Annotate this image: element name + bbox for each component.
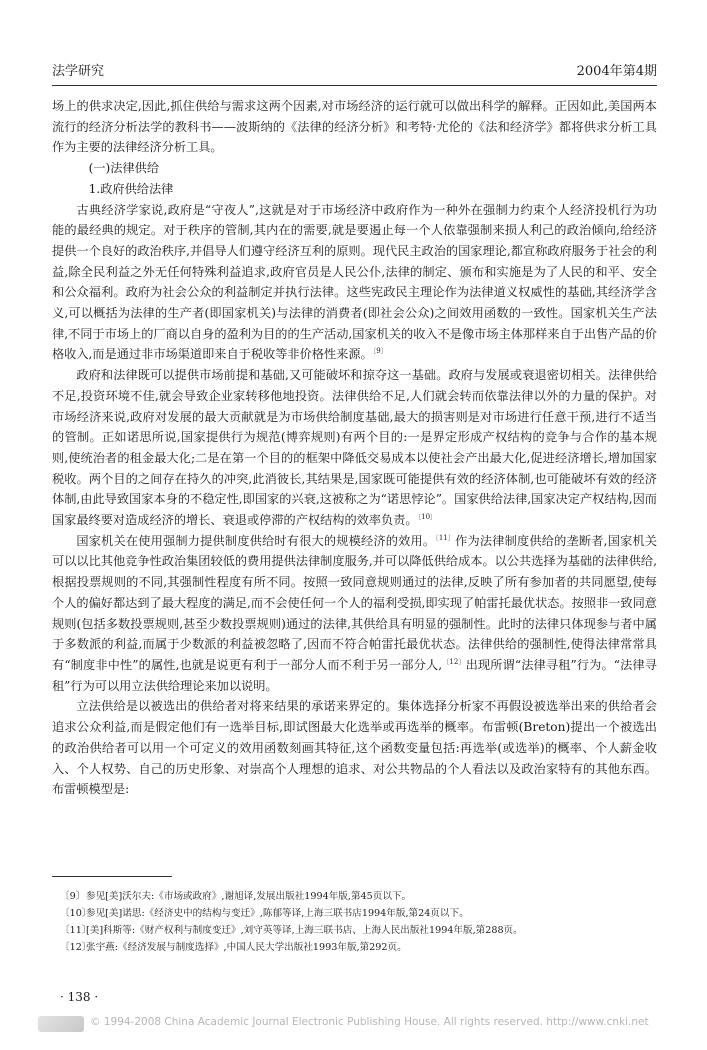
footnotes [52, 888, 657, 956]
footnote [52, 905, 657, 922]
paragraph: 立法供给是以被选出的供给者对将来结果的承诺来界定的。集体选择分析家不再假设被选举出来的供给者会追求公众利益,而是假定他们有一选举目标,即试图最大化选举或再选举的概率。布雷顿(Breton)提出一个被选出的政治供给者可以用一个可定义的效用函数刻画其特征,这个函数变量包括:再选举(或选举)的概率、个人薪金收入、个人权势、自己的历史形象、对崇高个人理想的追求、对公共物品的个人看法以及政治家特有的其他东西。布雷顿模型是: [52, 699, 657, 797]
paragraph-text: 古典经济学家说,政府是“守夜人”,这就是对于市场经济中政府作为一种外在强制力约束个人经济投机行为功能的最经典的规定。对于秩序的管制,其内在的需要,就是要遏止每一个人依靠强制来损人利己的政治倾向,给经济提供一个良好的政治秩序,并倡导人们遵守经济互利的原则。现代民主政治的国家理论,都宣称政府服务于社会的利益,除全民利益之外无任何特殊利益追求,政府官员是人民公仆,法律的制定、颁布和实施是为了人民的和平、安全和公众福利。政府为社会公众的利益制定并执行法律。这些宪政民主理论作为法律道义权威性的基础,其经济学含义,可以概括为法律的生产者(即国家机关)与法律的消费者(即社会公众)之间效用函数的一致性。国家机关生产法律,不同于市场上的厂商以自身的盈利为目的的生产活动,国家机关的收入不是像市场主体那样来自于出售产品的价格收入,而是通过非市场渠道即来自于税收等非价格性来源。 [52, 202, 657, 362]
footnote-ref: 〔11〕 [435, 533, 456, 542]
footnote-number: 〔12〕 [60, 942, 92, 953]
footnote-text: [美]科斯等:《财产权利与制度变迁》,刘守英等译,上海三联书店、上海人民出版社1994年版,第288页。 [86, 925, 523, 936]
footnote-text: 参见[美]诺思:《经济史中的结构与变迁》,陈郁等译,上海三联书店1994年版,第24页以下。 [86, 908, 469, 919]
body-text [52, 96, 657, 800]
footnote-number: 〔9〕 [60, 891, 86, 902]
paragraph-text: 国家机关在使用强制力提供制度供给时有很大的规模经济的效用。 [76, 533, 436, 548]
footnote [52, 922, 657, 939]
footnote-rule [52, 876, 172, 877]
paragraph [52, 531, 657, 697]
footnote-ref: 〔10〕 [417, 513, 438, 521]
copyright-footer [38, 1014, 678, 1034]
footnote [52, 888, 657, 905]
copyright-text: © 1994-2008 China Academic Journal Electronic Publishing House. All rights reserved. http://www.cnki.net [90, 1016, 649, 1028]
issue-label: 2004年第4期 [576, 64, 657, 79]
paragraph-text: 出现所谓“法律寻租”行为。“法律寻租”行为可以用立法供给理论来加以说明。 [52, 657, 657, 693]
footnote-number: 〔10〕 [60, 908, 92, 919]
page-number: · 138 · [60, 990, 99, 1004]
paragraph-text: 政府和法律既可以提供市场前提和基础,又可能破坏和掠夺这一基础。政府与发展或衰退密切相关。法律供给不足,投资环境不佳,就会导致企业家转移他地投资。法律供给不足,人们就会转而依靠法律以外的力量的保护。对市场经济来说,政府对发展的最大贡献就是为市场供给制度基础,最大的损害则是对市场进行任意干预,进行不适当的管制。正如诺思所说,国家提供行为规范(博弈规则)有两个目的:一是界定形成产权结构的竞争与合作的基本规则,使统治者的租金最大化;二是在第一个目的的框架中降低交易成本以使社会产出最大化,促进经济增长,增加国家税收。两个目的之间存在持久的冲突,此消彼长,其结果是,国家既可能提供有效的经济体制,也可能破坏有效的经济体制,由此导致国家本身的不稳定性,即国家的兴衰,这被称之为“诺思悖论”。国家供给法律,国家决定产权结构,因而国家最终要对造成经济的增长、衰退或停滞的产权结构的效率负责。 [52, 368, 657, 528]
paragraph [52, 365, 657, 531]
footnote [52, 939, 657, 956]
footnote-ref: 〔9〕 [372, 347, 388, 356]
footnote-ref: 〔12〕 [442, 657, 466, 666]
subsection-heading: 1.政府供给法律 [88, 181, 174, 196]
footnote-text: 张宇燕:《经济发展与制度选择》,中国人民大学出版社1993年版,第292页。 [86, 942, 407, 953]
section-heading: (一)法律供给 [88, 161, 160, 176]
publisher-logo-icon [38, 1016, 84, 1032]
footnote-number: 〔11〕 [60, 925, 92, 936]
paragraph [52, 200, 657, 366]
paragraph-text: 作为法律制度供给的垄断者,国家机关可以以比其他竞争性政治集团较低的费用提供法律制度服务,并可以降低供给成本。以公共选择为基础的法律供给,根据投票规则的不同,其强制性程度有所不同。按照一致同意规则通过的法律,反映了所有参加者的共同愿望,使每个人的偏好都达到了最大程度的满足,而不会使任何一个人的福利受损,即实现了帕雷托最优状态。按照非一致同意规则(包括多数投票规则,甚至少数投票规则)通过的法律,其供给具有明显的强制性。此时的法律只体现参与者中属于多数派的利益,而属于少数派的利益被忽略了,因而不符合帕雷托最优状态。法律供给的强制性,使得法律常常具有“制度非中性”的属性,也就是说更有利于一部分人而不利于另一部分人, [52, 533, 658, 672]
paragraph: 场上的供求决定,因此,抓住供给与需求这两个因素,对市场经济的运行就可以做出科学的解释。正因如此,美国两本流行的经济分析法学的教科书——波斯纳的《法律的经济分析》和考特·尤伦的《法和经济学》都将供求分析工具作为主要的法律经济分析工具。 [52, 99, 657, 155]
footnote-text: 参见[美]沃尔夫:《市场或政府》,谢旭译,发展出版社1994年版,第45页以下。 [86, 891, 412, 902]
journal-name: 法学研究 [52, 64, 105, 79]
header-rule [52, 85, 657, 86]
